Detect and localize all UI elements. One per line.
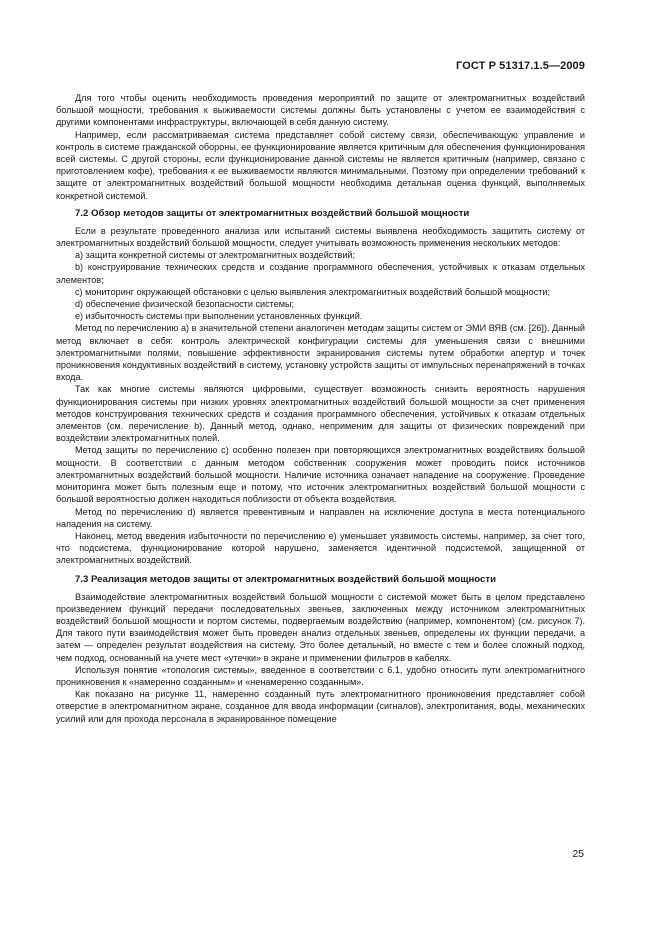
paragraph: Как показано на рисунке 11, намеренно созданный путь электромагнитного проникновения представляет собой отверстие в электромагнитном экране, созданное для ввода информации (сигналов), электропитания, воды, механических усилий или для прохода персонала в экранированное помещение [56, 689, 585, 724]
paragraph: Например, если рассматриваемая система представляет собой систему связи, обеспечивающую управление и контроль в системе гражданской обороны, ее функционирование является критичным для обеспечения функционирования всей системы. С другой стороны, если функционирование данной системы не является критичным (например, связано с приготовлением кофе), требования к ее выживаемости являются минимальными. Поэтому при определении требований к защите от электромагнитных воздействий большой мощности необходима детальная оценка функций, выполняемых конкретной системой. [56, 129, 585, 201]
list-item: c) мониторинг окружающей обстановки с целью выявления электромагнитных воздействий большой мощности; [75, 286, 551, 297]
paragraph: Наконец, метод введения избыточности по перечислению e) уменьшает уязвимость системы, например, за счет того, что подсистема, функционирование которой нарушено, заменяется идентичной подсистемой, защищенной от электромагнитных воздействий. [56, 530, 585, 566]
list-item: a) защита конкретной системы от электромагнитных воздействий; [75, 250, 356, 261]
paragraph: Взаимодействие электромагнитных воздействий большой мощности с системой может быть в целом представлено произведением функций передачи последовательных звеньев, заключенных между источником электромагнитных воздействий большой мощности и портом системы, подвергаемым воздействию (например, компонентом) (см. рисунок 7). Для такого пути взаимодействия может быть проведен анализ отдельных звеньев, определены их функции передачи, а затем — определен результат воздействия на систему. Это более детальный, но вместе с тем и более сложный подход, чем подход, основанный на учете мест «утечки» в экране и применении фильтров в кабелях. [56, 591, 585, 663]
paragraph: Метод по перечислению d) является превентивным и направлен на исключение доступа в места потенциального нападения на систему. [56, 506, 585, 529]
list-item: b) конструирование технических средств и создание программного обеспечения, устойчивых к отказам отдельных элементов; [56, 262, 585, 285]
paragraph: Используя понятие «топология системы», введенное в соответствии с 6.1, удобно относить пути электромагнитного проникновения к «намеренно созданным» и «ненамеренно созданным». [56, 664, 585, 687]
document-code-header: ГОСТ Р 51317.1.5—2009 [456, 60, 585, 72]
list-item: e) избыточность системы при выполнении установленных функций. [75, 311, 363, 322]
paragraph: Метод по перечислению a) в значительной степени аналогичен методам защиты систем от ЭМИ ВЯВ (см. [26]). Данный метод включает в себя: контроль электрической конфигурации системы для уменьшения связи с внешними электромагнитными полями, повышение эффективности экранирования системы путем обработки апертур и точек проникновения кондуктивных воздействий в систему, установку устройств защиты от импульсных перенапряжений в точках входа. [56, 323, 585, 383]
paragraph: Для того чтобы оценить необходимость проведения мероприятий по защите от электромагнитных воздействий большой мощности, требования к выживаемости системы должны быть установлены с учетом ее взаимодействия с другими компонентами инфраструктуры, включающей в себя данную систему. [56, 93, 585, 128]
list-item: d) обеспечение физической безопасности системы; [75, 299, 295, 310]
page-number: 25 [572, 848, 584, 860]
page-body [56, 92, 585, 725]
section-heading-7-2: 7.2 Обзор методов защиты от электромагнитных воздействий большой мощности [75, 207, 470, 219]
section-heading-7-3: 7.3 Реализация методов защиты от электромагнитных воздействий большой мощности [75, 573, 496, 585]
paragraph: Метод защиты по перечислению c) особенно полезен при повторяющихся электромагнитных воздействиях большой мощности. В соответствии с данным методом собственник сооружения может проводить поиск источников электромагнитных воздействий большой мощности. Наличие источника означает нападение на сооружение. Проведение мониторинга может быть полезным еще и потому, что источник электромагнитных воздействий большой мощности с большой вероятностью должен находиться поблизости от объекта воздействия. [56, 445, 585, 505]
paragraph: Так как многие системы являются цифровыми, существует возможность снизить вероятность нарушения функционирования системы при низких уровнях электромагнитных воздействий большой мощности за счет применения методов конструирования технических средств и создания программного обеспечения, устойчивых к отказам отдельных элементов (см. перечисление b). Данный метод, однако, неприменим для защиты от физических повреждений при воздействии электромагнитных полей. [56, 384, 585, 444]
paragraph: Если в результате проведенного анализа или испытаний системы выявлена необходимость защитить систему от электромагнитных воздействий большой мощности, следует учитывать возможность применения нескольких методов: [56, 225, 585, 249]
